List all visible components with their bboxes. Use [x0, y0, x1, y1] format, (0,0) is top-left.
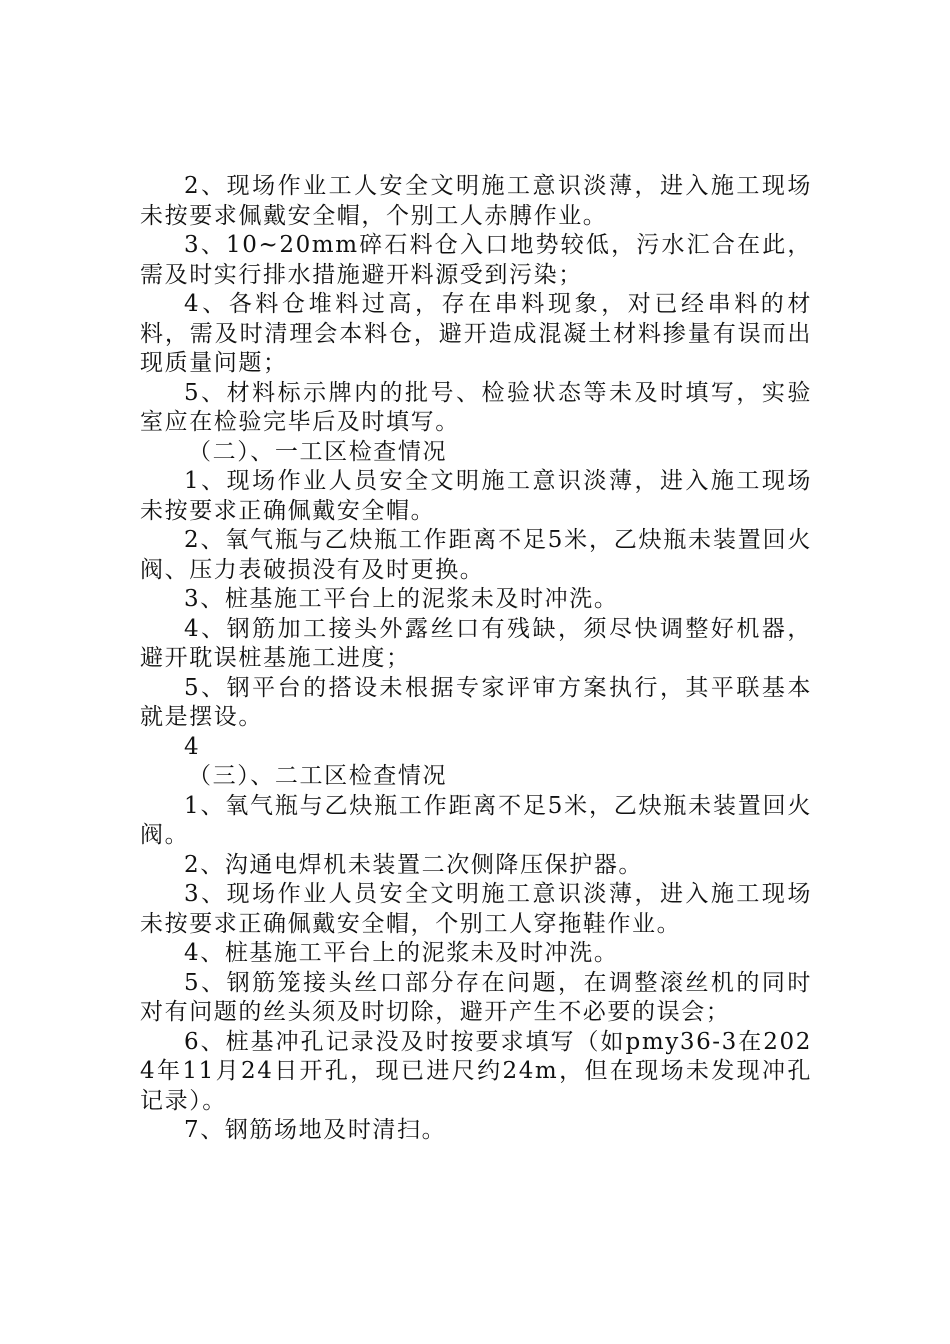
document-body: [140, 172, 812, 1146]
paragraph-item: 5、钢筋笼接头丝口部分存在问题，在调整滚丝机的同时对有问题的丝头须及时切除，避开产生不必要的误会；: [140, 969, 812, 1025]
paragraph-item: 5、钢平台的搭设未根据专家评审方案执行，其平联基本就是摆设。: [140, 674, 812, 730]
paragraph-item: 2、现场作业工人安全文明施工意识淡薄，进入施工现场未按要求佩戴安全帽，个别工人赤膊作业。: [140, 173, 812, 229]
paragraph-item: 6、桩基冲孔记录没及时按要求填写（如pmy36-3在2024年11月24日开孔，现已进尺约24m，但在现场未发现冲孔记录）。: [140, 1028, 812, 1114]
paragraph-item: 5、材料标示牌内的批号、检验状态等未及时填写，实验室应在检验完毕后及时填写。: [140, 379, 812, 435]
section-heading: （三）、二工区检查情况: [188, 763, 448, 789]
paragraph-item: 2、氧气瓶与乙炔瓶工作距离不足5米，乙炔瓶未装置回火阀、压力表破损没有及时更换。: [140, 527, 812, 583]
paragraph-item: 4、桩基施工平台上的泥浆未及时冲洗。: [184, 940, 619, 966]
page-number: 4: [184, 733, 201, 760]
paragraph-item: 3、现场作业人员安全文明施工意识淡薄，进入施工现场未按要求正确佩戴安全帽，个别工人穿拖鞋作业。: [140, 881, 812, 937]
paragraph-item: 1、氧气瓶与乙炔瓶工作距离不足5米，乙炔瓶未装置回火阀。: [140, 792, 812, 848]
paragraph-item: 3、10~20mm碎石料仓入口地势较低，污水汇合在此，需及时实行排水措施避开料源受到污染；: [140, 232, 812, 288]
section-heading: （二）、一工区检查情况: [188, 438, 448, 465]
paragraph-item: 3、桩基施工平台上的泥浆未及时冲洗。: [184, 586, 619, 612]
paragraph-item: 4、各料仓堆料过高，存在串料现象，对已经串料的材料，需及时清理会本料仓，避开造成混凝土材料掺量有误而出现质量问题；: [140, 291, 812, 376]
paragraph-item: 7、钢筋场地及时清扫。: [184, 1117, 447, 1143]
paragraph-item: 4、钢筋加工接头外露丝口有残缺，须尽快调整好机器，避开耽误桩基施工进度；: [140, 615, 812, 671]
paragraph-item: 2、沟通电焊机未装置二次侧降压保护器。: [184, 851, 644, 878]
paragraph-item: 1、现场作业人员安全文明施工意识淡薄，进入施工现场未按要求正确佩戴安全帽。: [140, 468, 812, 524]
